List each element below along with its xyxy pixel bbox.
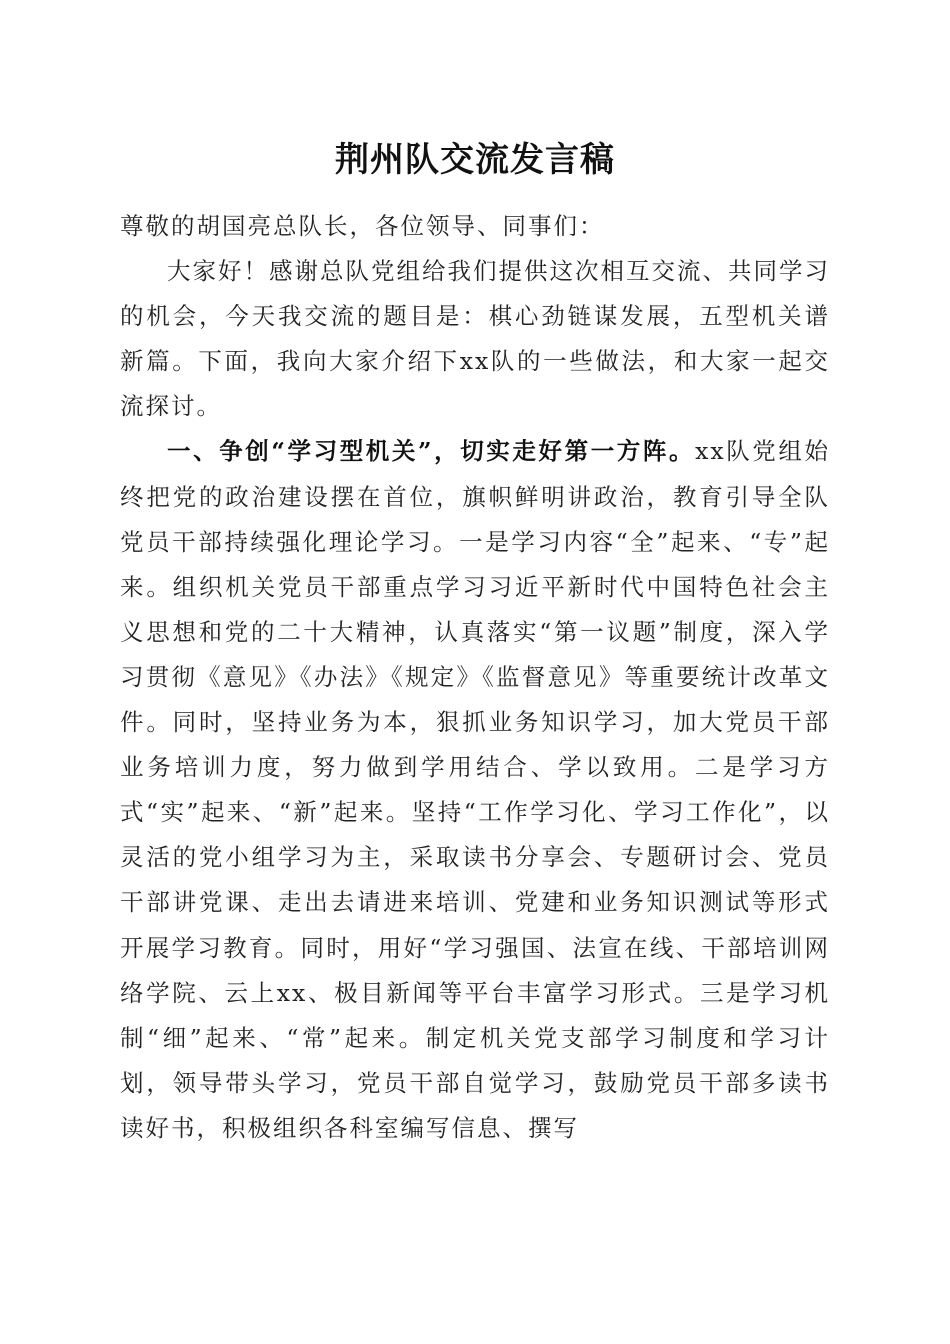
salutation: 尊敬的胡国亮总队长，各位领导、同事们： [120, 212, 605, 240]
section-1-body: xx队党组始终把党的政治建设摆在首位，旗帜鲜明讲政治，教育引导全队党员干部持续强化理论学习。一是学习内容“全”起来、“专”起来。组织机关党员干部重点学习习近平新时代中国特色社会主义思想和党的二十大精神，认真落实“第一议题”制度，深入学习贯彻《意见》《办法》《规定》《监督意见》等重要统计改革文件。同时，坚持业务为本，狠抓业务知识学习，加大党员干部业务培训力度，努力做到学用结合、学以致用。二是学习方式“实”起来、“新”起来。坚持“工作学习化、学习工作化”，以灵活的党小组学习为主，采取读书分享会、专题研讨会、党员干部讲党课、走出去请进来培训、党建和业务知识测试等形式开展学习教育。同时，用好“学习强国、法宣在线、干部培训网络学院、云上xx、极目新闻等平台丰富学习形式。三是学习机制“细”起来、“常”起来。制定机关党支部学习制度和学习计划，领导带头学习，党员干部自觉学习，鼓励党员干部多读书读好书，积极组织各科室编写信息、撰写 [120, 437, 830, 1142]
section-1-paragraph [120, 429, 830, 1151]
document-title: 荆州队交流发言稿 [335, 140, 615, 180]
section-1-heading: 一、争创“学习型机关”，切实走好第一方阵。 [167, 437, 696, 466]
intro-paragraph: 大家好！感谢总队党组给我们提供这次相互交流、共同学习的机会，今天我交流的题目是：棋心劲链谋发展，五型机关谱新篇。下面，我向大家介绍下xx队的一些做法，和大家一起交流探讨。 [120, 257, 830, 421]
document-body [120, 204, 830, 1151]
